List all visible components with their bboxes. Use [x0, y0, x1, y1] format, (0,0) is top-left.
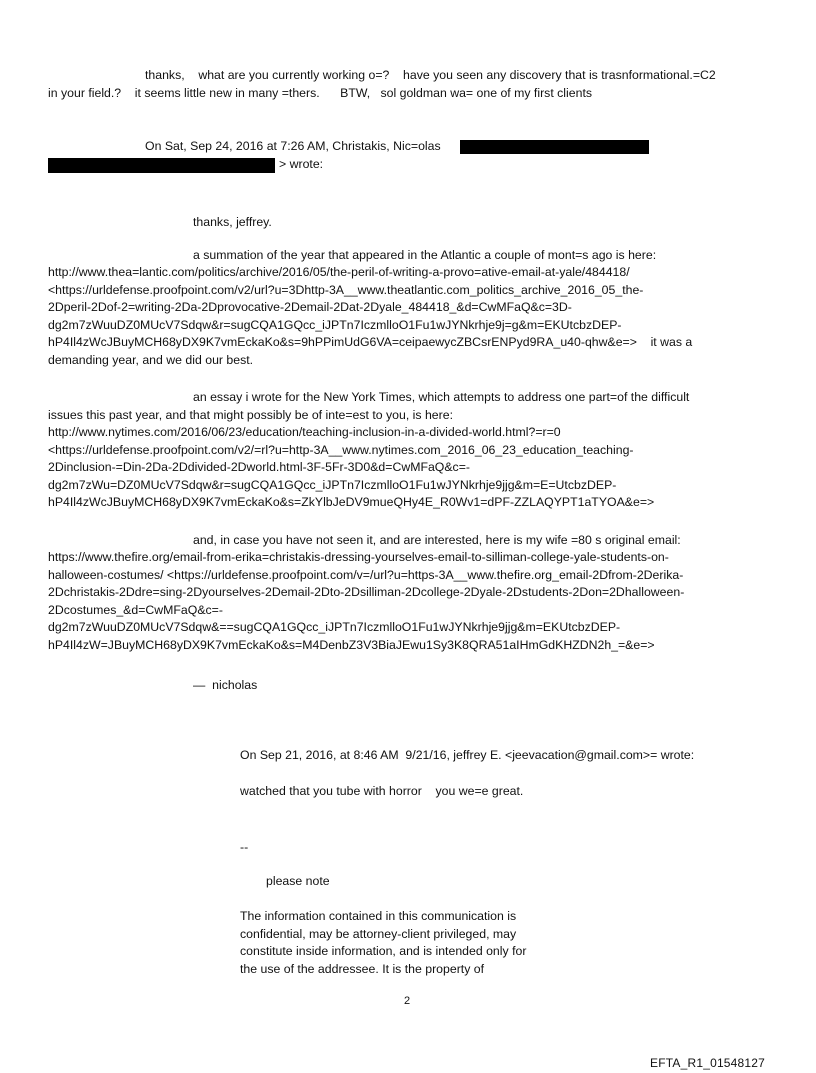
greeting-line: thanks, jeffrey. — [193, 215, 272, 229]
body-text-line: and, in case you have not seen it, and are interested, here is my wife =80 s original email: — [193, 533, 681, 547]
body-text-line: demanding year, and we did our best. — [48, 353, 254, 367]
body-text-line: halloween-costumes/ <https://urldefense.proofpoint.com/v=/url?u=https-3A__www.thefire.org_email-2Dfrom-2Derika- — [48, 568, 684, 582]
body-text-line: http://www.nytimes.com/2016/06/23/education/teaching-inclusion-in-a-divided-world.html?=r=0 — [48, 425, 561, 439]
body-text-line: dg2m7zWuuDZ0MUcV7Sdqw&r=sugCQA1GQcc_iJPTn7IczmlloO1Fu1wJYNkrhje9j=g&m=EKUtcbzDEP- — [48, 318, 622, 332]
body-text-line: hP4Il4zW=JBuyMCH68yDX9K7vmEckaKo&s=M4DenbZ3V3BiaJEwu1Sy3K8QRA51aIHmGdKHZDN2h_=&e=> — [48, 638, 655, 652]
body-text-line: thanks, what are you currently working o=? have you seen any discovery that is trasnformational.=C2 — [145, 68, 716, 82]
quoted-header: On Sep 21, 2016, at 8:46 AM 9/21/16, jeffrey E. <jeevacation@gmail.com>= wrote: — [240, 748, 695, 762]
disclaimer-line: The information contained in this communication is — [240, 909, 517, 923]
body-text-line: hP4Il4zWcJBuyMCH68yDX9K7vmEckaKo&s=ZkYlbJeDV9mueQHy4E_R0Wv1=dPF-ZZLAQYPT1aTYOA&e=> — [48, 495, 655, 509]
email-header-line: On Sat, Sep 24, 2016 at 7:26 AM, Christakis, Nic=olas — [145, 139, 441, 153]
body-text-line: dg2m7zWu=DZ0MUcV7Sdqw&r=sugCQA1GQcc_iJPTn7IczmlloO1Fu1wJYNkrhje9jjg&m=E=UtcbzDEP- — [48, 478, 617, 492]
page-number: 2 — [404, 995, 411, 1007]
body-text-line: an essay i wrote for the New York Times, which attempts to address one part=of the difficult — [193, 390, 690, 404]
body-text-line: in your field.? it seems little new in many =thers. BTW, sol goldman wa= one of my first clients — [48, 86, 593, 100]
disclaimer-line: the use of the addressee. It is the property of — [240, 962, 485, 976]
body-text-line: 2Dinclusion-=Din-2Da-2Ddivided-2Dworld.html-3F-5Fr-3D0&d=CwMFaQ&c=- — [48, 460, 470, 474]
redaction-bar — [460, 140, 649, 154]
disclaimer-line: constitute inside information, and is intended only for — [240, 944, 527, 958]
body-text-line: a summation of the year that appeared in the Atlantic a couple of mont=s ago is here: — [193, 248, 657, 262]
signature-separator: -- — [240, 840, 249, 854]
body-text-line: <https://urldefense.proofpoint.com/v2/url?u=3Dhttp-3A__www.theatlantic.com_politics_archive_2016_05_the- — [48, 283, 644, 297]
body-text-line: <https://urldefense.proofpoint.com/v2/=rl?u=http-3A__www.nytimes.com_2016_06_23_education_teaching- — [48, 443, 634, 457]
body-text-line: hP4Il4zWcJBuyMCH68yDX9K7vmEckaKo&s=9hPPimUdG6VA=ceipaewycZBCsrENPyd9RA_u40-qhw&e=> it was a — [48, 335, 693, 349]
body-text-line: 2Dcostumes_&d=CwMFaQ&c=- — [48, 603, 223, 617]
quoted-body: watched that you tube with horror you we=e great. — [240, 784, 524, 798]
bates-number: EFTA_R1_01548127 — [650, 1056, 766, 1070]
body-text-line: http://www.thea=lantic.com/politics/archive/2016/05/the-peril-of-writing-a-provo=ative-email-at-yale/484418/ — [48, 265, 630, 279]
disclaimer-line: confidential, may be attorney-client privileged, may — [240, 927, 517, 941]
body-text-line: issues this past year, and that might possibly be of inte=est to you, is here: — [48, 408, 453, 422]
redaction-bar — [48, 158, 275, 173]
email-header-line: > wrote: — [279, 157, 324, 171]
signoff: — nicholas — [193, 678, 258, 692]
body-text-line: 2Dchristakis-2Ddre=sing-2Dyourselves-2Demail-2Dto-2Dsilliman-2Dcollege-2Dyale-2Dstudents-2Don=2Dhalloween- — [48, 585, 685, 599]
body-text-line: https://www.thefire.org/email-from-erika=christakis-dressing-yourselves-email-to-silliman-college-yale-students-on- — [48, 550, 669, 564]
please-note: please note — [266, 874, 330, 888]
body-text-line: 2Dperil-2Dof-2=writing-2Da-2Dprovocative-2Demail-2Dat-2Dyale_484418_&d=CwMFaQ&c=3D- — [48, 300, 572, 314]
body-text-line: dg2m7zWuuDZ0MUcV7Sdqw&==sugCQA1GQcc_iJPTn7IczmlloO1Fu1wJYNkrhje9jjg&m=EKUtcbzDEP- — [48, 620, 621, 634]
